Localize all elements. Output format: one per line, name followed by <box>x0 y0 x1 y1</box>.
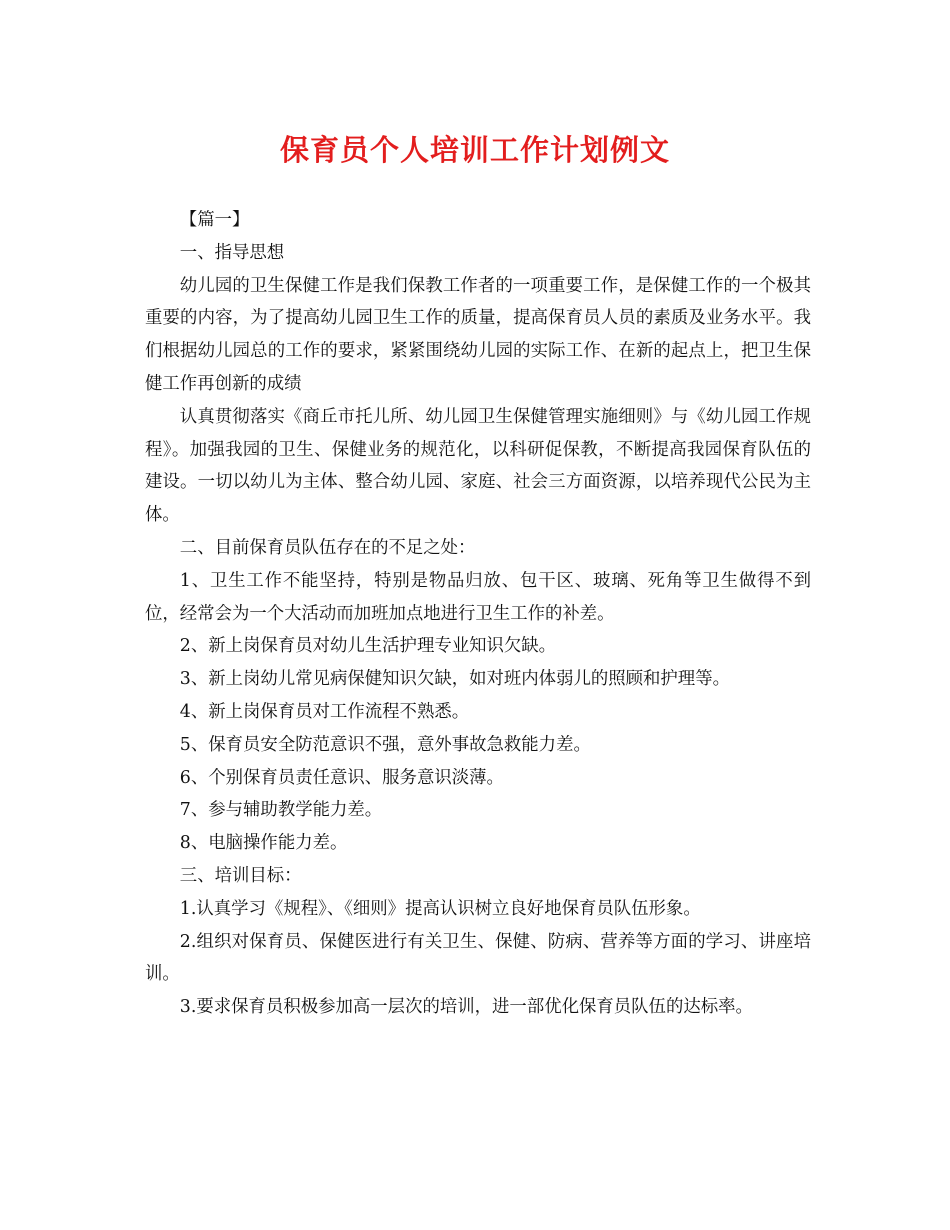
list-item: 2.组织对保育员、保健医进行有关卫生、保健、防病、营养等方面的学习、讲座培训。 <box>145 931 811 985</box>
paragraph: 幼儿园的卫生保健工作是我们保教工作者的一项重要工作，是保健工作的一个极其重要的内容，为了提高幼儿园卫生工作的质量，提高保育员人员的素质及业务水平。我们根据幼儿园总的工作的要求，紧紧围绕幼儿园的实际工作、在新的起点上，把卫生保健工作再创新的成绩 <box>145 275 811 394</box>
document-body <box>145 204 811 1024</box>
list-item: 5、保育员安全防范意识不强，意外事故急救能力差。 <box>179 734 591 755</box>
heading-guiding-ideology: 一、指导思想 <box>179 242 285 263</box>
list-item: 3.要求保育员积极参加高一层次的培训，进一部优化保育员队伍的达标率。 <box>179 997 753 1018</box>
heading-shortcomings: 二、目前保育员队伍存在的不足之处： <box>179 537 476 558</box>
document-title: 保育员个人培训工作计划例文 <box>279 133 670 167</box>
list-item: 8、电脑操作能力差。 <box>179 833 348 854</box>
section-tag: 【篇一】 <box>179 210 250 230</box>
list-item: 2、新上岗保育员对幼儿生活护理专业知识欠缺。 <box>179 636 557 657</box>
list-item: 1、卫生工作不能坚持，特别是物品归放、包干区、玻璃、死角等卫生做得不到位，经常会为一个大活动而加班加点地进行卫生工作的补差。 <box>145 570 811 624</box>
paragraph: 认真贯彻落实《商丘市托儿所、幼儿园卫生保健管理实施细则》与《幼儿园工作规程》。加强我园的卫生、保健业务的规范化，以科研促保教，不断提高我园保育队伍的建设。一切以幼儿为主体、整合幼儿园、家庭、社会三方面资源，以培养现代公民为主体。 <box>145 406 811 526</box>
list-item: 1.认真学习《规程》、《细则》提高认识树立良好地保育员队伍形象。 <box>179 898 701 919</box>
list-item: 4、新上岗保育员对工作流程不熟悉。 <box>179 701 470 722</box>
list-item: 3、新上岗幼儿常见病保健知识欠缺，如对班内体弱儿的照顾和护理等。 <box>179 669 730 690</box>
list-item: 6、个别保育员责任意识、服务意识淡薄。 <box>179 767 504 788</box>
heading-training-goals: 三、培训目标： <box>179 865 302 886</box>
list-item: 7、参与辅助教学能力差。 <box>179 800 383 821</box>
